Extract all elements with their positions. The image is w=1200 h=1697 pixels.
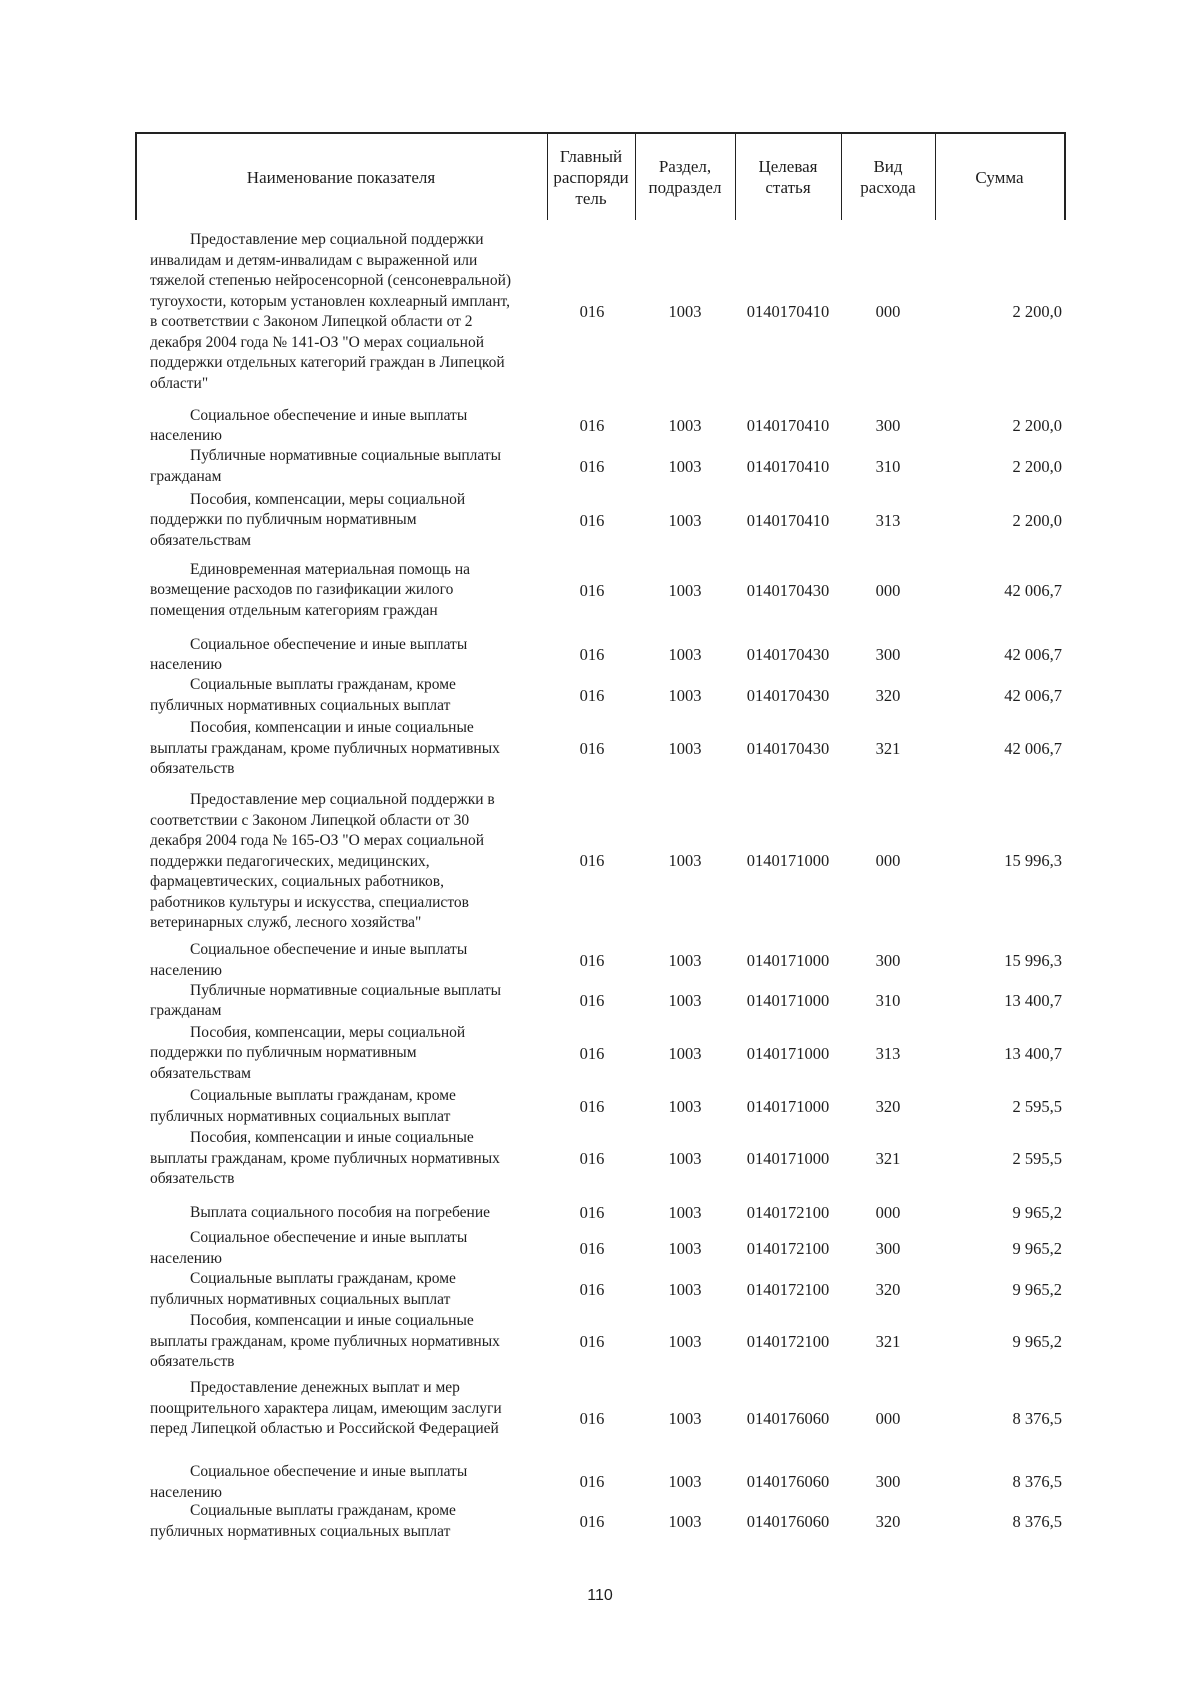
expense-type-code: 320 xyxy=(875,1096,901,1116)
section-code: 1003 xyxy=(668,1332,702,1351)
grbs-code: 016 xyxy=(579,1203,605,1222)
target-code: 0140176060 xyxy=(746,1511,830,1531)
sum-value: 9 965,2 xyxy=(1012,1203,1062,1222)
target-code: 0140176060 xyxy=(746,1409,830,1428)
grbs-code: 016 xyxy=(579,510,605,530)
section-code: 1003 xyxy=(668,1043,702,1063)
section-code: 1003 xyxy=(668,1279,702,1299)
grbs-code: 016 xyxy=(579,645,605,664)
sum-value: 42 006,7 xyxy=(1004,645,1062,664)
section-code: 1003 xyxy=(668,1471,702,1491)
section-code: 1003 xyxy=(668,580,702,600)
indicator-name: Пособия, компенсации, меры социальной поддержки по публичным нормативным обязательствам xyxy=(150,1023,466,1082)
target-code: 0140172100 xyxy=(746,1238,830,1258)
indicator-name: Публичные нормативные социальные выплаты гражданам xyxy=(150,981,502,1019)
expense-type-code: 320 xyxy=(875,1279,901,1299)
sum-value: 2 200,0 xyxy=(1012,302,1062,321)
table-row xyxy=(135,226,1066,398)
indicator-name: Предоставление мер социальной поддержки инвалидам и детям-инвалидам с выраженной или тяжелой степенью нейросенсорной (сенсоневральной) тугоухости, которым установлен кохлеарный имплант, в соответствии с Законом Липецкой области от 2 декабря 2004 года № 141-ОЗ "О мерах социальной поддержки отдельных категорий граждан в Липецкой области" xyxy=(150,231,512,392)
expense-type-code: 000 xyxy=(875,1409,901,1428)
expense-type-code: 310 xyxy=(875,456,901,476)
expense-type-code: 310 xyxy=(875,991,901,1010)
target-code: 0140170410 xyxy=(746,302,830,321)
sum-value: 42 006,7 xyxy=(1004,685,1062,705)
table-row xyxy=(135,1269,1066,1310)
indicator-name: Социальные выплаты гражданам, кроме публичных нормативных социальных выплат xyxy=(150,1502,456,1540)
target-code: 0140170410 xyxy=(746,456,830,476)
table-row xyxy=(135,1127,1066,1191)
grbs-code: 016 xyxy=(579,1238,605,1258)
expense-type-code: 300 xyxy=(875,1238,901,1258)
grbs-code: 016 xyxy=(579,456,605,476)
table-row xyxy=(135,1228,1066,1269)
target-code: 0140170410 xyxy=(746,416,830,435)
header-expense-type: Вид расхода xyxy=(860,157,916,197)
indicator-name: Социальное обеспечение и иные выплаты населению xyxy=(150,635,468,673)
indicator-name: Предоставление денежных выплат и мер поощрительного характера лицам, имеющим заслуги перед Липецкой областью и Российской Федерацией xyxy=(150,1379,502,1437)
sum-value: 9 965,2 xyxy=(1012,1279,1062,1299)
grbs-code: 016 xyxy=(579,685,605,705)
grbs-code: 016 xyxy=(579,1043,605,1063)
target-code: 0140171000 xyxy=(746,991,830,1010)
expense-type-code: 321 xyxy=(875,1332,901,1351)
sum-value: 2 595,5 xyxy=(1012,1149,1062,1168)
expense-type-code: 300 xyxy=(875,416,901,435)
header-grbs: Главный распоряди тель xyxy=(553,146,629,208)
section-code: 1003 xyxy=(668,456,702,476)
sum-value: 13 400,7 xyxy=(1004,991,1062,1010)
table-row xyxy=(135,634,1066,676)
table-row xyxy=(135,1462,1066,1501)
section-code: 1003 xyxy=(668,510,702,530)
target-code: 0140172100 xyxy=(746,1332,830,1351)
indicator-name: Публичные нормативные социальные выплаты гражданам xyxy=(150,447,502,485)
indicator-name: Предоставление мер социальной поддержки в соответствии с Законом Липецкой области от 30 декабря 2004 года № 165-ОЗ "О мерах социальной поддержки педагогических, медицинских, фармацевтических, социальных работников, работников культуры и искусства, специалистов ветеринарных служб, лесного хозяйства" xyxy=(150,791,495,931)
grbs-code: 016 xyxy=(579,991,605,1010)
sum-value: 8 376,5 xyxy=(1012,1471,1062,1491)
table-row xyxy=(135,446,1066,487)
indicator-name: Социальные выплаты гражданам, кроме публичных нормативных социальных выплат xyxy=(150,1087,456,1125)
target-code: 0140170430 xyxy=(746,685,830,705)
section-code: 1003 xyxy=(668,645,702,664)
table-row xyxy=(135,940,1066,981)
grbs-code: 016 xyxy=(579,1096,605,1116)
section-code: 1003 xyxy=(668,1203,702,1222)
expense-type-code: 300 xyxy=(875,1471,901,1491)
grbs-code: 016 xyxy=(579,1471,605,1491)
header-razdel: Раздел, подраздел xyxy=(648,157,722,197)
expense-type-code: 321 xyxy=(875,1149,901,1168)
expense-type-code: 320 xyxy=(875,685,901,705)
table-header xyxy=(135,132,1066,220)
header-border-right xyxy=(1064,134,1066,220)
expense-type-code: 320 xyxy=(875,1511,901,1531)
expense-type-code: 000 xyxy=(875,851,901,870)
table-row xyxy=(135,555,1066,626)
table-row xyxy=(135,980,1066,1022)
table-row xyxy=(135,675,1066,716)
header-sum: Сумма xyxy=(975,167,1024,187)
section-code: 1003 xyxy=(668,991,702,1010)
sum-value: 2 595,5 xyxy=(1012,1096,1062,1116)
indicator-name: Социальные выплаты гражданам, кроме публичных нормативных социальных выплат xyxy=(150,676,456,714)
sum-value: 2 200,0 xyxy=(1012,416,1062,435)
sum-value: 15 996,3 xyxy=(1004,851,1062,870)
section-code: 1003 xyxy=(668,302,702,321)
section-code: 1003 xyxy=(668,685,702,705)
indicator-name: Единовременная материальная помощь на возмещение расходов по газификации жилого помещения отдельным категориям граждан xyxy=(150,560,471,619)
table-row xyxy=(135,404,1066,448)
target-code: 0140171000 xyxy=(746,1043,830,1063)
grbs-code: 016 xyxy=(579,1149,605,1168)
expense-type-code: 000 xyxy=(875,302,901,321)
expense-type-code: 300 xyxy=(875,645,901,664)
indicator-name: Выплата социального пособия на погребение xyxy=(190,1203,491,1221)
target-code: 0140171000 xyxy=(746,950,830,970)
indicator-name: Социальное обеспечение и иные выплаты населению xyxy=(150,1229,468,1267)
target-code: 0140172100 xyxy=(746,1279,830,1299)
section-code: 1003 xyxy=(668,1096,702,1116)
table-row xyxy=(135,1086,1066,1127)
target-code: 0140171000 xyxy=(746,851,830,870)
table-row xyxy=(135,1022,1066,1085)
section-code: 1003 xyxy=(668,416,702,435)
grbs-code: 016 xyxy=(579,1511,605,1531)
indicator-name: Социальное обеспечение и иные выплаты населению xyxy=(150,941,468,979)
indicator-name: Пособия, компенсации и иные социальные выплаты гражданам, кроме публичных нормативных обязательств xyxy=(150,719,500,778)
sum-value: 2 200,0 xyxy=(1012,510,1062,530)
section-code: 1003 xyxy=(668,851,702,870)
section-code: 1003 xyxy=(668,739,702,758)
indicator-name: Пособия, компенсации и иные социальные выплаты гражданам, кроме публичных нормативных обязательств xyxy=(150,1312,500,1371)
target-code: 0140172100 xyxy=(746,1203,830,1222)
expense-type-code: 313 xyxy=(875,1043,901,1063)
grbs-code: 016 xyxy=(579,1332,605,1351)
section-code: 1003 xyxy=(668,1238,702,1258)
section-code: 1003 xyxy=(668,1409,702,1428)
target-code: 0140176060 xyxy=(746,1471,830,1491)
target-code: 0140170410 xyxy=(746,510,830,530)
grbs-code: 016 xyxy=(579,416,605,435)
table-row xyxy=(135,489,1066,552)
sum-value: 13 400,7 xyxy=(1004,1043,1062,1063)
grbs-code: 016 xyxy=(579,580,605,600)
table-row xyxy=(135,1200,1066,1226)
sum-value: 8 376,5 xyxy=(1012,1409,1062,1428)
target-code: 0140171000 xyxy=(746,1149,830,1168)
sum-value: 9 965,2 xyxy=(1012,1332,1062,1351)
grbs-code: 016 xyxy=(579,851,605,870)
table-row xyxy=(135,1310,1066,1374)
expense-type-code: 000 xyxy=(875,580,901,600)
grbs-code: 016 xyxy=(579,950,605,970)
target-code: 0140170430 xyxy=(746,739,830,758)
section-code: 1003 xyxy=(668,1149,702,1168)
target-code: 0140171000 xyxy=(746,1096,830,1116)
indicator-name: Пособия, компенсации, меры социальной поддержки по публичным нормативным обязательствам xyxy=(150,490,466,549)
table-row xyxy=(135,717,1066,781)
sum-value: 8 376,5 xyxy=(1012,1511,1062,1531)
page-number: 110 xyxy=(587,1587,613,1604)
header-target: Целевая статья xyxy=(758,157,818,197)
table-row xyxy=(135,1376,1066,1462)
grbs-code: 016 xyxy=(579,1279,605,1299)
expense-type-code: 321 xyxy=(875,739,901,758)
table-row xyxy=(135,790,1066,932)
expense-type-code: 300 xyxy=(875,950,901,970)
expense-type-code: 000 xyxy=(875,1203,901,1222)
expense-type-code: 313 xyxy=(875,510,901,530)
indicator-name: Социальное обеспечение и иные выплаты населению xyxy=(150,1463,468,1501)
indicator-name: Социальное обеспечение и иные выплаты населению xyxy=(150,406,468,444)
target-code: 0140170430 xyxy=(746,580,830,600)
table-row xyxy=(135,1501,1066,1542)
sum-value: 9 965,2 xyxy=(1012,1238,1062,1258)
sum-value: 42 006,7 xyxy=(1004,580,1062,600)
section-code: 1003 xyxy=(668,1511,702,1531)
sum-value: 2 200,0 xyxy=(1012,456,1062,476)
sum-value: 15 996,3 xyxy=(1004,950,1062,970)
target-code: 0140170430 xyxy=(746,645,830,664)
sum-value: 42 006,7 xyxy=(1004,739,1062,758)
section-code: 1003 xyxy=(668,950,702,970)
grbs-code: 016 xyxy=(579,1409,605,1428)
indicator-name: Пособия, компенсации и иные социальные выплаты гражданам, кроме публичных нормативных обязательств xyxy=(150,1129,500,1188)
grbs-code: 016 xyxy=(579,302,605,321)
grbs-code: 016 xyxy=(579,739,605,758)
indicator-name: Социальные выплаты гражданам, кроме публичных нормативных социальных выплат xyxy=(150,1270,456,1308)
header-name: Наименование показателя xyxy=(246,167,436,187)
